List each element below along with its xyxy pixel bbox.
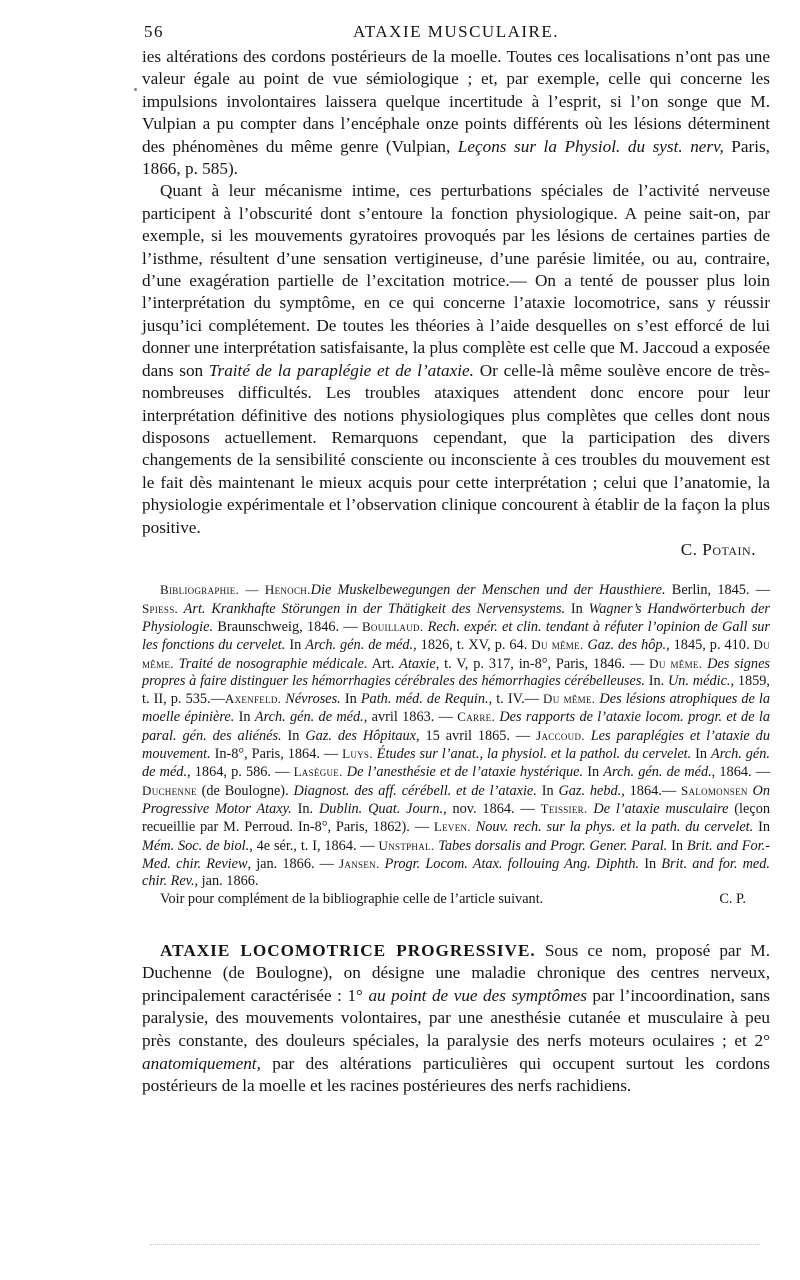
bibliography-title: Wagner’s Handwörterbuch der Physiologie.	[142, 600, 770, 635]
bibliography-details: , 1845, p. 410.	[666, 637, 754, 654]
bibliography-details: , 1826, t. XV, p. 64.	[413, 637, 532, 654]
bibliography-author: Salomonsen	[680, 782, 748, 798]
bibliography-details: , 1864.—	[621, 782, 681, 799]
next-article	[142, 940, 770, 1098]
bibliography-details: In	[340, 691, 361, 708]
bibliography-title: Névroses.	[281, 691, 341, 708]
print-speck	[134, 88, 137, 91]
bibliography-title: De l’anesthésie et de l’ataxie hystérique.	[342, 764, 584, 781]
author-signature: C. Potain.	[680, 539, 756, 559]
bibliography-title: Path. méd. de Requin.	[360, 691, 489, 708]
citation-vulpian: Leçons sur la Physiol. du syst. nerv,	[457, 136, 724, 156]
see-also-note: Voir pour complément de la bibliographie celle de l’article suivant. C. P.	[160, 891, 746, 908]
bibliography-details: In	[667, 837, 687, 854]
bibliography-author: Du même.	[142, 637, 771, 671]
bibliography-author: Bouillaud.	[361, 618, 424, 634]
bibliography-author: Carre.	[457, 709, 495, 725]
entry-title: ATAXIE LOCOMOTRICE PROGRESSIVE.	[160, 940, 536, 960]
bibliography-author: Teissier.	[540, 800, 588, 816]
bibliography-text	[142, 581, 770, 890]
bibliography-details: In-8°, Paris, 1864. —	[210, 746, 343, 763]
bibliography-details: In	[285, 637, 306, 654]
bibliography-title: Des rapports de l’ataxie locom. progr. et de la paral. gén. des aliénés.	[142, 709, 770, 744]
bibliography-details: In	[691, 746, 711, 763]
bibliography-details: , nov. 1864. —	[443, 800, 541, 817]
bibliography-details: In	[570, 600, 589, 617]
bibliography-author: Spiess.	[142, 600, 179, 616]
bibliography-title: Dublin. Quat. Journ.	[318, 800, 444, 817]
bibliography-author: Jansen.	[339, 855, 380, 871]
bibliography-title: Progr. Locom. Atax. follouing Ang. Diphth.	[379, 855, 640, 872]
bibliography	[142, 581, 770, 908]
bibliography-title: Gaz. hebd.	[558, 782, 622, 799]
bibliography-title: Brit. and For.-Med. chir. Review	[142, 837, 770, 872]
bibliography-details: , 1864. —	[711, 764, 771, 781]
bibliography-title: Arch. gén. de méd.	[254, 709, 364, 726]
bibliography-title: Arch. gén. de méd.	[603, 764, 712, 781]
bibliography-author: Unstphal.	[378, 837, 435, 853]
bibliography-title: Études sur l’anat., la physiol. et la pathol. du cervelet.	[372, 746, 692, 763]
bibliography-details: , 15 avril 1865. —	[416, 727, 537, 744]
bibliography-details: Art.	[367, 655, 400, 672]
article-body	[142, 46, 770, 561]
bibliography-title: De l’ataxie musculaire	[587, 800, 729, 817]
bibliography-details: In	[583, 764, 604, 781]
bibliography-label: Bibliographie. —	[160, 582, 259, 598]
bibliography-author: Du même.	[531, 637, 584, 653]
bibliography-details: , t. IV.—	[488, 691, 544, 708]
bibliography-title: Un. médic.	[667, 672, 731, 689]
page-number: 56	[144, 22, 164, 41]
bibliography-title: Des lésions atrophiques de la moelle épinière.	[142, 691, 771, 726]
page-bottom-dots	[150, 1244, 760, 1246]
bibliography-title: Les paraplégies et l’ataxie du mouvement.	[142, 727, 770, 763]
running-head: ATAXIE MUSCULAIRE.	[352, 22, 560, 41]
bibliography-details: In	[536, 782, 559, 799]
bibliography-title: Des signes propres à faire distinguer les hémorrhagies cérébrales des hémorrhagies cérébelleuses.	[142, 655, 770, 689]
bibliography-title: Mém. Soc. de biol.	[142, 837, 250, 854]
bibliography-title: Gaz. des Hôpitaux	[305, 727, 417, 744]
bibliography-details: , 4e sér., t. I, 1864. —	[249, 837, 379, 854]
bibliography-details: (leçon recueillie par M. Perroud. In-8°, Paris, 1862). —	[142, 800, 770, 836]
bibliography-title: Ataxie	[399, 655, 436, 672]
bibliography-title: Nouv. rech. sur la phys. et la path. du cervelet.	[470, 819, 754, 836]
bibliography-details: , jan. 1866. —	[247, 855, 340, 872]
bibliography-title: On Progressive Motor Ataxy.	[142, 782, 770, 817]
bibliography-title: Arch. gén. de méd.	[142, 746, 770, 781]
bibliography-author: Lasègue.	[293, 764, 343, 780]
bibliography-details: , 1864, p. 586. —	[187, 764, 294, 781]
bibliography-title: Traité de nosographie médicale.	[173, 655, 368, 672]
bibliography-details: In	[281, 727, 306, 744]
bibliography-details: (de Boulogne).	[196, 782, 294, 799]
bibliography-author: Leven.	[433, 819, 471, 835]
paragraph-1: ies altérations des cordons postérieurs de la moelle. Toutes ces localisations n’ont pas une valeur égale au point de vue sémiologique ; et, par exemple, celle qui concerne les impulsions involontaires laissera quelque incertitude à l’esprit, si l’on songe que M. Vulpian a pu compter dans l’encéphale onze points différents où les lésions déterminent des phénomènes du même genre (Vulpian, Leçons sur la Physiol. du syst. nerv, Paris, 1866, p. 585).	[142, 47, 770, 179]
book-page	[142, 22, 770, 1098]
bibliography-title: Die Muskelbewegungen der Menschen und der Hausthiere.	[310, 582, 666, 599]
next-article-paragraph: ATAXIE LOCOMOTRICE PROGRESSIVE. Sous ce nom, proposé par M. Duchenne (de Boulogne), on désigne une maladie chronique des centres nerveux, principalement caractérisée : 1° au point de vue des symptômes par l’incoordination, sans paralysie, des mouvements volontaires, par une anesthésie cutanée et musculaire à peu près constante, des douleurs spéciales, la paralysie des nerfs moteurs oculaires ; et 2° anatomiquement, par des altérations particulières qui occupent surtout les cordons postérieurs de la moelle et les racines postérieures des nerfs rachidiens.	[142, 940, 770, 1096]
bibliography-author: Jaccoud.	[536, 727, 585, 743]
bibliography-details: Berlin, 1845. —	[665, 582, 771, 599]
bibliography-details: , 1859, t. II, p. 535.—	[142, 672, 770, 708]
bibliography-author: Henoch.	[264, 582, 311, 598]
bibliography-author: Duchenne	[142, 782, 197, 798]
bibliography-author: Du même.	[649, 655, 703, 671]
bibliography-title: Art. Krankhafte Störungen in der Thätigkeit des Nervensystems.	[178, 600, 571, 617]
bibliography-title: Arch. gén. de méd.	[305, 637, 414, 654]
bibliography-author: Du même.	[543, 691, 596, 707]
bibliography-title: Gaz. des hôp.	[583, 637, 667, 654]
paragraph-2: Quant à leur mécanisme intime, ces perturbations spéciales de l’activité nerveuse participent à l’obscurité dont s’entoure la fonction physiologique. A peine sait-on, par exemple, si les mouvements gyratoires provoqués par les lésions de certaines parties de l’isthme, résultent d’une sensation vertigineuse, d’une parésie limitée, ou au, contraire, d’une exagération partielle de l’excitation motrice.— On a tenté de pousser plus loin l’interprétation du symptôme, en ce qui concerne l’ataxie locomotrice, sans y réussir jusqu’ici complétement. De toutes les théories à l’aide desquelles on s’est efforcé de lui donner une interprétation satisfaisante, la plus complète est celle que M. Jaccoud a exposée dans son Traité de la paraplégie et de l’ataxie. Or celle-là même soulève encore de très-nombreuses difficultés. Les troubles ataxiques attendent donc encore pour leur interprétation définitive des notions physiologiques plus complètes que celles dont nous disposons actuellement. Remarquons cependant, que la participation des divers changements de la sensibilité consciente ou inconsciente à ces troubles du mouvement est le fait dès maintenant le mieux acquis pour cette interprétation ; celui que l’anatomie, la physiologie expérimentale et l’observation clinique concourent à établir de la façon la plus positive.	[142, 181, 770, 537]
citation-jaccoud: Traité de la paraplégie et de l’ataxie.	[208, 360, 474, 380]
bibliography-title: Tabes dorsalis and Progr. Gener. Paral.	[434, 837, 668, 854]
bibliography-title: Rech. expér. et clin. tendant à réfuter l’opinion de Gall sur les fonctions du cervelet.	[142, 618, 770, 654]
bibliography-details: In	[639, 855, 662, 872]
bibliography-details: , jan. 1866.	[194, 873, 259, 890]
bibliography-details: In	[234, 709, 255, 726]
bibliography-details: In.	[644, 672, 668, 689]
bibliography-title: Brit. and for. med. chir. Rev.	[142, 855, 770, 890]
bibliography-details: In.	[291, 800, 319, 817]
bibliography-details: Braunschweig, 1846. —	[213, 618, 362, 635]
see-also-signature: C. P.	[719, 891, 746, 908]
bibliography-title: Diagnost. des aff. cérébell. et de l’ataxie.	[293, 782, 537, 799]
bibliography-author: Axenfeld.	[224, 691, 282, 707]
page-header	[142, 22, 770, 46]
bibliography-author: Luys.	[342, 746, 373, 762]
bibliography-details: , t. V, p. 317, in-8°, Paris, 1846. —	[435, 655, 650, 672]
bibliography-details: , avril 1863. —	[363, 709, 458, 726]
bibliography-details: In	[753, 819, 770, 836]
